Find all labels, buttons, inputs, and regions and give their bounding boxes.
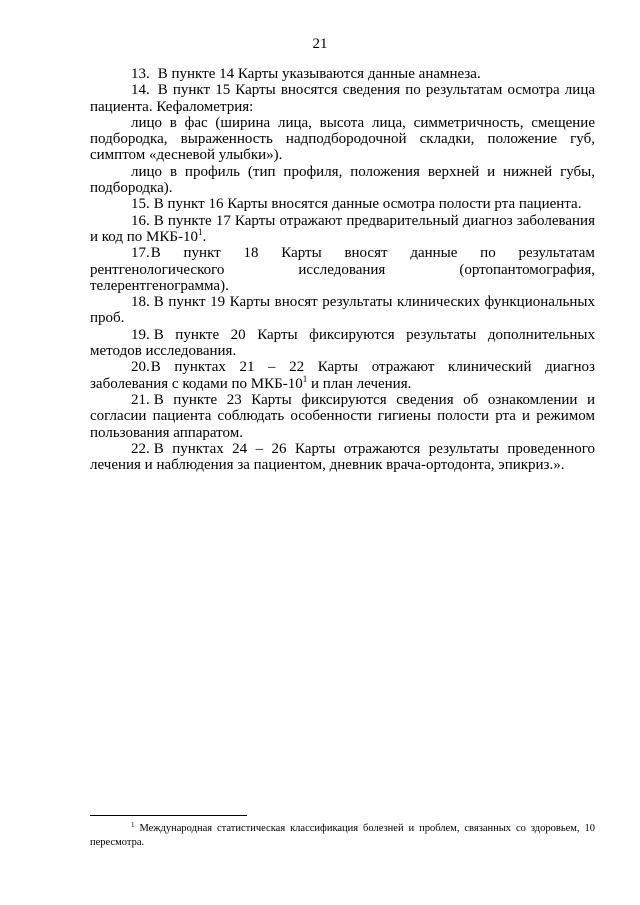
footnote-text: Международная статистическая классификация болезней и проблем, связанных со здоровьем, 10 пересмотра. (90, 823, 595, 848)
paragraph-number: 16. (131, 212, 150, 229)
word: вносят (344, 245, 388, 262)
paragraph-text: В пункте 17 Карты отражают предварительный диагноз заболевания и код по МКБ-10 (90, 212, 595, 245)
paragraph-14 (90, 82, 595, 115)
word: пункт (183, 245, 221, 262)
paragraph-number: 13. (131, 66, 150, 82)
paragraph-number: 18. (131, 294, 150, 311)
word: 18 (243, 245, 259, 262)
paragraph-text: лицо в профиль (тип профиля, положения верхней и нижней губы, подбородка). (90, 163, 595, 197)
paragraph-text: В пункт 15 Карты вносятся сведения по результатам осмотра лица пациента. Кефалометрия: (90, 82, 595, 115)
paragraph-text: В пункте 20 Карты фиксируются результаты дополнительных методов исследования. (90, 326, 595, 360)
footnote-marker: 1 (131, 821, 135, 829)
document-body (90, 66, 595, 473)
paragraph-22 (90, 441, 595, 474)
footnote-reference: 1 (197, 226, 203, 237)
paragraph-17-line-2 (90, 262, 595, 278)
paragraph-17-line-3: телерентгенограмма). (90, 277, 229, 294)
footnote (90, 822, 595, 850)
paragraph-17-line-1 (90, 245, 595, 261)
word: Карты (281, 245, 322, 262)
page-number: 21 (312, 36, 328, 52)
paragraph-face-profile (90, 164, 595, 197)
paragraph-face-front (90, 115, 595, 164)
paragraph-19 (90, 327, 595, 360)
paragraph-text-end: и план лечения. (307, 375, 412, 392)
paragraph-text: В пункте 23 Карты фиксируются сведения об ознакомлении и согласии пациента соблюдать особенности гигиены полости рта и режимом пользования аппаратом. (90, 391, 595, 441)
paragraph-number: 21. (131, 391, 150, 408)
paragraph-15 (90, 196, 595, 212)
paragraph-number: 14. (131, 82, 150, 99)
footnote-reference: 1 (302, 373, 308, 384)
word: (ортопантомография, (459, 261, 595, 278)
paragraph-number: 22. (131, 440, 150, 457)
paragraph-16 (90, 213, 595, 246)
word: исследования (298, 261, 386, 278)
paragraph-18 (90, 294, 595, 327)
paragraph-text: В пунктах 21 – 22 Карты отражают клинический диагноз заболевания с кодами по МКБ-10 (90, 359, 595, 392)
paragraph-number: 15. (131, 196, 150, 213)
word: рентгенологического (90, 261, 225, 278)
paragraph-number: 20. (131, 359, 150, 376)
paragraph-text: В пункт 16 Карты вносятся данные осмотра полости рта пациента. (153, 196, 582, 213)
word: по (480, 245, 496, 262)
paragraph-text: лицо в фас (ширина лица, высота лица, симметричность, смещение подбородка, выраженность надподбородочной складки, положение губ, симптом «десневой улыбки»). (90, 114, 595, 164)
paragraph-text: В пункт 19 Карты вносят результаты клинических функциональных проб. (90, 294, 595, 327)
paragraph-text-end: . (202, 228, 207, 245)
paragraph-text: В пунктах 24 – 26 Карты отражаются результаты проведенного лечения и наблюдения за пациентом, дневник врача-ортодонта, эпикриз.». (90, 440, 595, 474)
paragraph-13 (90, 66, 595, 82)
paragraph-17 (90, 245, 595, 294)
word: данные (410, 245, 458, 262)
footnote-separator (90, 815, 247, 816)
paragraph-number-word: 17.В (131, 245, 161, 262)
paragraph-number: 19. (131, 326, 150, 343)
paragraph-text: В пункте 14 Карты указываются данные анамнеза. (157, 66, 481, 82)
paragraph-21 (90, 392, 595, 441)
paragraph-20 (90, 359, 595, 392)
word: результатам (518, 245, 595, 262)
